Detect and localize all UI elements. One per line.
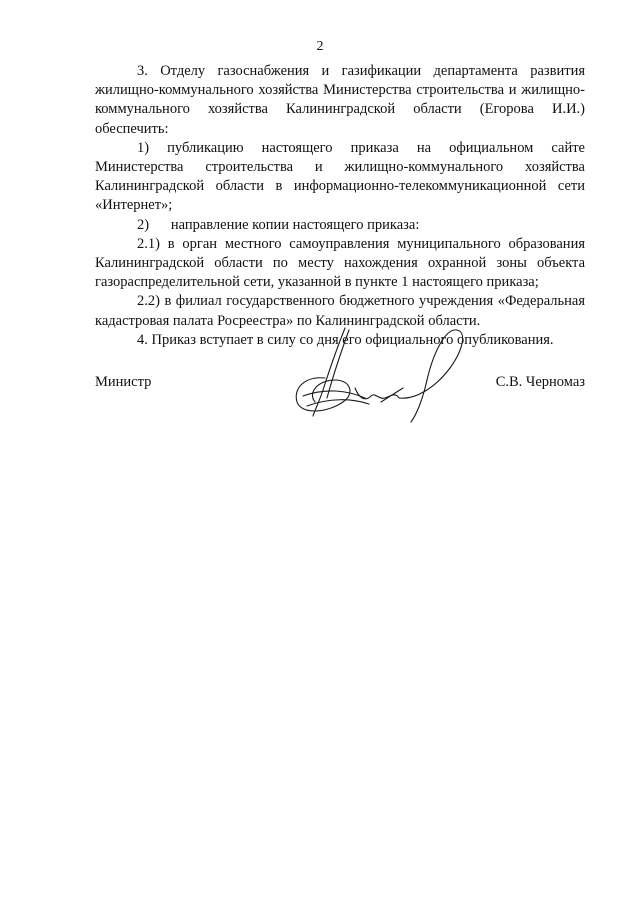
document-body (95, 62, 585, 350)
position-title: Министр (95, 374, 152, 390)
paragraph-item-4: 4. Приказ вступает в силу со дня его официального опубликования. (137, 331, 554, 348)
paragraph-item-3-2: 2) направление копии настоящего приказа: (137, 216, 420, 233)
handwritten-signature (285, 318, 475, 428)
signature-row (95, 374, 585, 396)
paragraph-item-3-2-1: 2.1) в орган местного самоуправления муниципального образования Калининградской области по месту нахождения охранной зоны объекта газораспределительной сети, указанной в пункте 1 настоящего приказа; (95, 235, 585, 291)
page-number: 2 (316, 39, 324, 54)
paragraph-item-3-1: 1) публикацию настоящего приказа на официальном сайте Министерства строительства и жилищно-коммунального хозяйства Калининградской области в информационно-телекоммуникационной сети «Интернет»; (95, 139, 585, 214)
paragraph-item-3-2-2: 2.2) в филиал государственного бюджетного учреждения «Федеральная кадастровая палата Росреестра» по Калининградской области. (95, 293, 585, 329)
paragraph-item-3: 3. Отделу газоснабжения и газификации департамента развития жилищно-коммунального хозяйства Министерства строительства и жилищно-коммунального хозяйства Калининградской области (Егорова И.И.) обеспечить: (95, 63, 585, 137)
signer-name: С.В. Черномаз (495, 374, 585, 390)
